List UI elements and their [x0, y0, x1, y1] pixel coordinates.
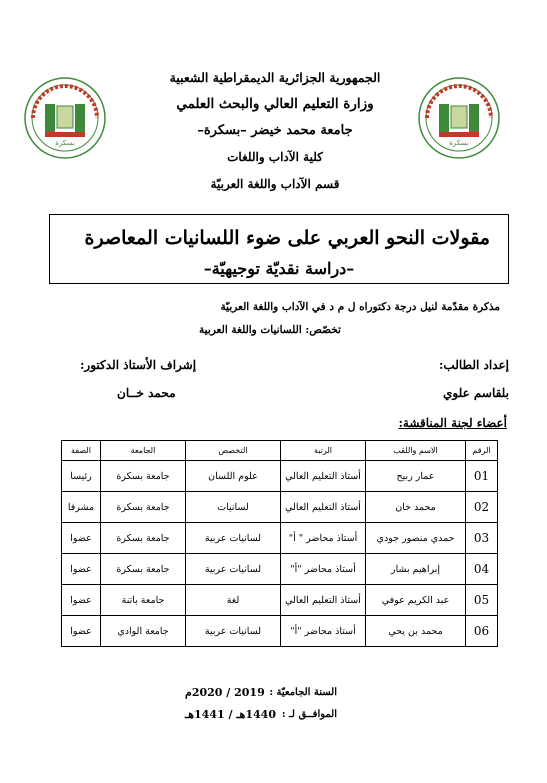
cell-name: حمدي منصور جودي — [366, 523, 466, 554]
table-row — [62, 523, 498, 554]
cell-role: عضوا — [62, 554, 101, 585]
cell-rank: أستاذ محاضر " أ" — [281, 523, 366, 554]
cell-number: 03 — [466, 523, 498, 554]
header-name: الاسم واللقب — [366, 441, 466, 461]
cell-rank: أستاذ محاضر "أ" — [281, 554, 366, 585]
cell-university: جامعة بسكرة — [101, 461, 186, 492]
cell-name: محمد بن يحي — [366, 616, 466, 647]
student-name: بلقاسم علوي — [443, 386, 509, 400]
thesis-title: مقولات النحو العربي على ضوء اللسانيات المعاصرة — [84, 227, 490, 249]
cell-university: جامعة باتنة — [101, 585, 186, 616]
republic-name: الجمهورية الجزائرية الديمقراطية الشعبية — [169, 70, 381, 85]
header-role: الصفة — [62, 441, 101, 461]
cell-name: محمد خان — [366, 492, 466, 523]
university-logo-left — [23, 76, 107, 160]
cell-rank: أستاذ محاضر "أ" — [281, 616, 366, 647]
cell-university: جامعة الوادي — [101, 616, 186, 647]
ministry-name: وزارة التعليم العالي والبحث العلمي — [176, 96, 374, 112]
cell-role: عضوا — [62, 616, 101, 647]
cell-specialty: لغة — [186, 585, 281, 616]
specialty: تخصّص: اللسانيات واللغة العربية — [199, 324, 341, 336]
cell-number: 06 — [466, 616, 498, 647]
cell-specialty: لسانيات عربية — [186, 523, 281, 554]
logo-caption: بسكرة — [55, 139, 75, 147]
supervisor-label: إشراف الأستاذ الدكتور: — [80, 358, 197, 372]
department-name: قسم الآداب واللغة العربيّة — [210, 177, 340, 191]
university-name: جامعة محمد خيضر –بسكرة– — [197, 123, 353, 138]
cell-rank: أستاذ التعليم العالي — [281, 461, 366, 492]
hijri-year-label: الموافــق لـ : — [281, 709, 337, 720]
committee-table — [61, 440, 498, 647]
hijri-year-value: 1440هـ / 1441هـ — [185, 708, 276, 721]
table-row — [62, 585, 498, 616]
cell-specialty: علوم اللسان — [186, 461, 281, 492]
cell-number: 02 — [466, 492, 498, 523]
cell-specialty: لسانيات عربية — [186, 554, 281, 585]
cell-role: مشرفا — [62, 492, 101, 523]
cell-name: عمار ربيح — [366, 461, 466, 492]
cell-rank: أستاذ التعليم العالي — [281, 585, 366, 616]
thesis-subtitle: –دراسة نقديّة توجيهيّة– — [203, 259, 355, 278]
header-specialty: التخصص — [186, 441, 281, 461]
cell-name: إبراهيم بشار — [366, 554, 466, 585]
cell-name: عبد الكريم عوفي — [366, 585, 466, 616]
cell-number: 01 — [466, 461, 498, 492]
cell-role: عضوا — [62, 585, 101, 616]
table-row — [62, 616, 498, 647]
faculty-name: كلية الآداب واللغات — [227, 150, 323, 164]
cell-role: رئيسا — [62, 461, 101, 492]
cell-number: 04 — [466, 554, 498, 585]
cell-university: جامعة بسكرة — [101, 554, 186, 585]
academic-year-label: السنة الجامعيّة : — [269, 687, 337, 698]
memo-description: مذكرة مقدّمة لنيل درجة دكتوراه ل م د في الآداب واللغة العربيّة — [220, 301, 500, 313]
table-header-row — [62, 441, 498, 461]
header-university: الجامعة — [101, 441, 186, 461]
supervisor-name: محمد خــان — [117, 386, 176, 400]
cell-specialty: لسانيات عربية — [186, 616, 281, 647]
committee-label: أعضاء لجنة المناقشة: — [398, 416, 507, 430]
cell-university: جامعة بسكرة — [101, 492, 186, 523]
cell-role: عضوا — [62, 523, 101, 554]
cell-university: جامعة بسكرة — [101, 523, 186, 554]
table-row — [62, 554, 498, 585]
cell-number: 05 — [466, 585, 498, 616]
thesis-title-box — [49, 214, 509, 284]
table-row — [62, 461, 498, 492]
cell-rank: أستاذ التعليم العالي — [281, 492, 366, 523]
student-label: إعداد الطالب: — [438, 358, 509, 372]
header-number: الرقم — [466, 441, 498, 461]
university-logo-right — [417, 76, 501, 160]
header-rank: الرتبة — [281, 441, 366, 461]
cell-specialty: لسانيات — [186, 492, 281, 523]
logo-caption: بسكرة — [449, 139, 469, 147]
table-row — [62, 492, 498, 523]
academic-year-value: 2019 / 2020م — [185, 686, 265, 699]
